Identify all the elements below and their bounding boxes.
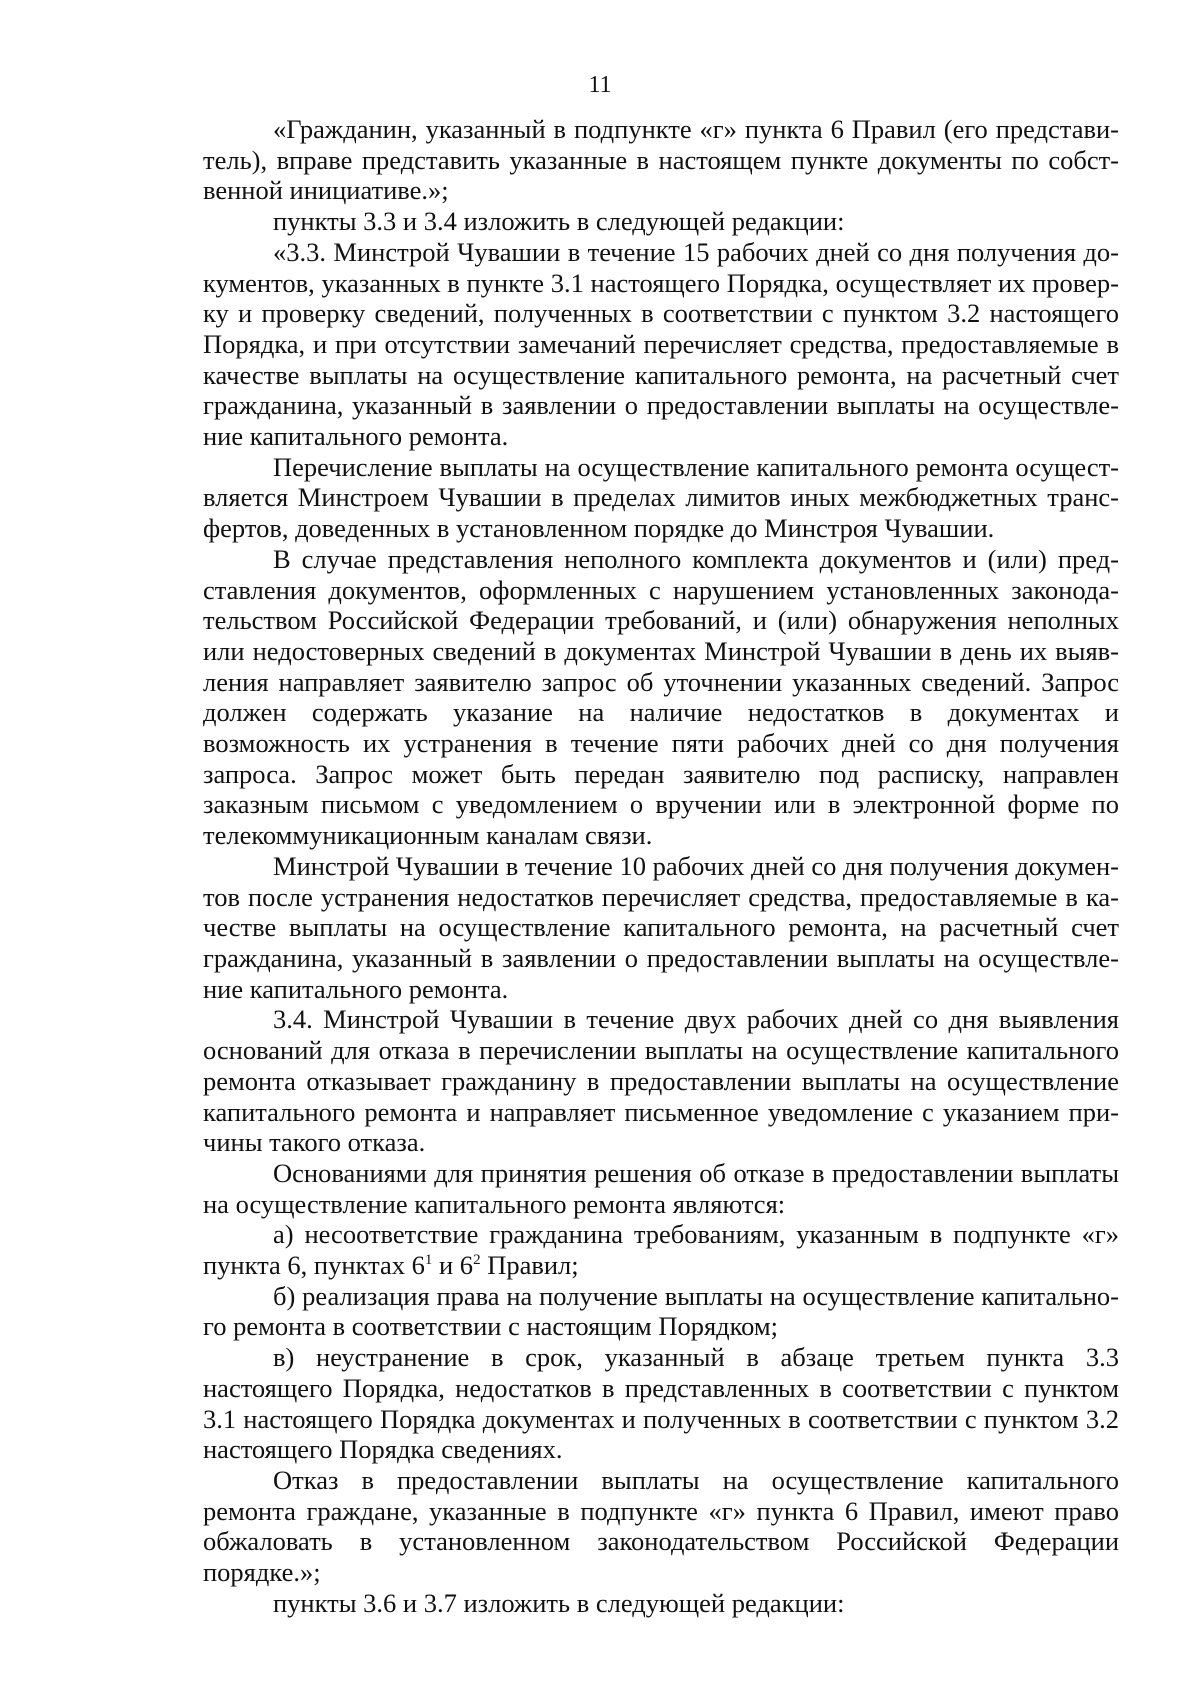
- paragraph-appeal: Отказ в предоставлении выплаты на осуществление капитального ремонта граждане, указанные в подпункте «г» пункта 6 Правил, имеют право обжаловать в установленном законодательством Российской Федерации порядке.»;: [203, 1464, 1119, 1588]
- paragraph-3-4: 3.4. Минстрой Чувашии в течение двух рабочих дней со дня выявления оснований для отказа в перечислении выплаты на осуществление капитального ремонта отказывает гражданину в предоставлении выплаты на осуществление капитального ремонта и направляет письменное уведомление с указанием причины такого отказа.: [203, 1004, 1119, 1158]
- item-a-text-2: и 6: [432, 1250, 474, 1281]
- item-a-text-3: Правил;: [480, 1250, 579, 1281]
- paragraph-item-b: б) реализация права на получение выплаты на осуществление капитального ремонта в соответствии с настоящим Порядком;: [203, 1280, 1119, 1342]
- paragraph-item-a: [203, 1219, 1119, 1280]
- paragraph-refusal-grounds: Основаниями для принятия решения об отказе в предоставлении выплаты на осуществление капитального ремонта являются:: [203, 1157, 1119, 1219]
- paragraph-transfer-limits: Перечисление выплаты на осуществление капитального ремонта осуществляется Минстроем Чувашии в пределах лимитов иных межбюджетных трансфертов, доведенных в установленном порядке до Минстроя Чувашии.: [203, 451, 1119, 544]
- item-a-text-1: а) несоответствие гражданина требованиям, указанным в подпункте «г» пункта 6, пунктах 6: [203, 1219, 1119, 1281]
- paragraph-3-3: «3.3. Минстрой Чувашии в течение 15 рабочих дней со дня получения документов, указанных в пункте 3.1 настоящего Порядка, осуществляет их проверку и проверку сведений, полученных в соответствии с пунктом 3.2 настоящего Порядка, и при отсутствии замечаний перечисляет средства, предоставляемые в качестве выплаты на осуществление капитального ремонта, на расчетный счет гражданина, указанный в заявлении о предоставлении выплаты на осуществление капитального ремонта.: [203, 236, 1119, 452]
- paragraph-amend-3-6-3-7: пункты 3.6 и 3.7 изложить в следующей редакции:: [273, 1587, 845, 1618]
- paragraph-citizen-documents: «Гражданин, указанный в подпункте «г» пункта 6 Правил (его представитель), вправе представить указанные в настоящем пункте документы по собственной инициативе.»;: [203, 114, 1119, 206]
- item-a-superscript-1: 1: [424, 1252, 433, 1269]
- document-body: [203, 114, 1119, 1618]
- paragraph-after-correction: Минстрой Чувашии в течение 10 рабочих дней со дня получения документов после устранения недостатков перечисляет средства, предоставляемые в качестве выплаты на осуществление капитального ремонта, на расчетный счет гражданина, указанный в заявлении о предоставлении выплаты на осуществление капитального ремонта.: [203, 850, 1119, 1004]
- paragraph-item-v: в) неустранение в срок, указанный в абзаце третьем пункта 3.3 настоящего Порядка, недостатков в представленных в соответствии с пунктом 3.1 настоящего Порядка документах и полученных в соответствии с пунктом 3.2 настоящего Порядка сведениях.: [203, 1342, 1119, 1465]
- item-a-superscript-2: 2: [473, 1252, 481, 1269]
- paragraph-incomplete-documents: В случае представления неполного комплекта документов и (или) представления документов, оформленных с нарушением установленных законодательством Российской Федерации требований, и (или) обнаружения неполных или недостоверных сведений в документах Минстрой Чувашии в день их выявления направляет заявителю запрос об уточнении указанных сведений. Запрос должен содержать указание на наличие недостатков в документах и возможность их устранения в течение пяти рабочих дней со дня получения запроса. Запрос может быть передан заявителю под расписку, направлен заказным письмом с уведомлением о вручении или в электронной форме по телекоммуникационным каналам связи.: [203, 543, 1119, 851]
- page-number: 11: [588, 72, 612, 98]
- paragraph-amend-3-3-3-4: пункты 3.3 и 3.4 изложить в следующей редакции:: [273, 206, 845, 237]
